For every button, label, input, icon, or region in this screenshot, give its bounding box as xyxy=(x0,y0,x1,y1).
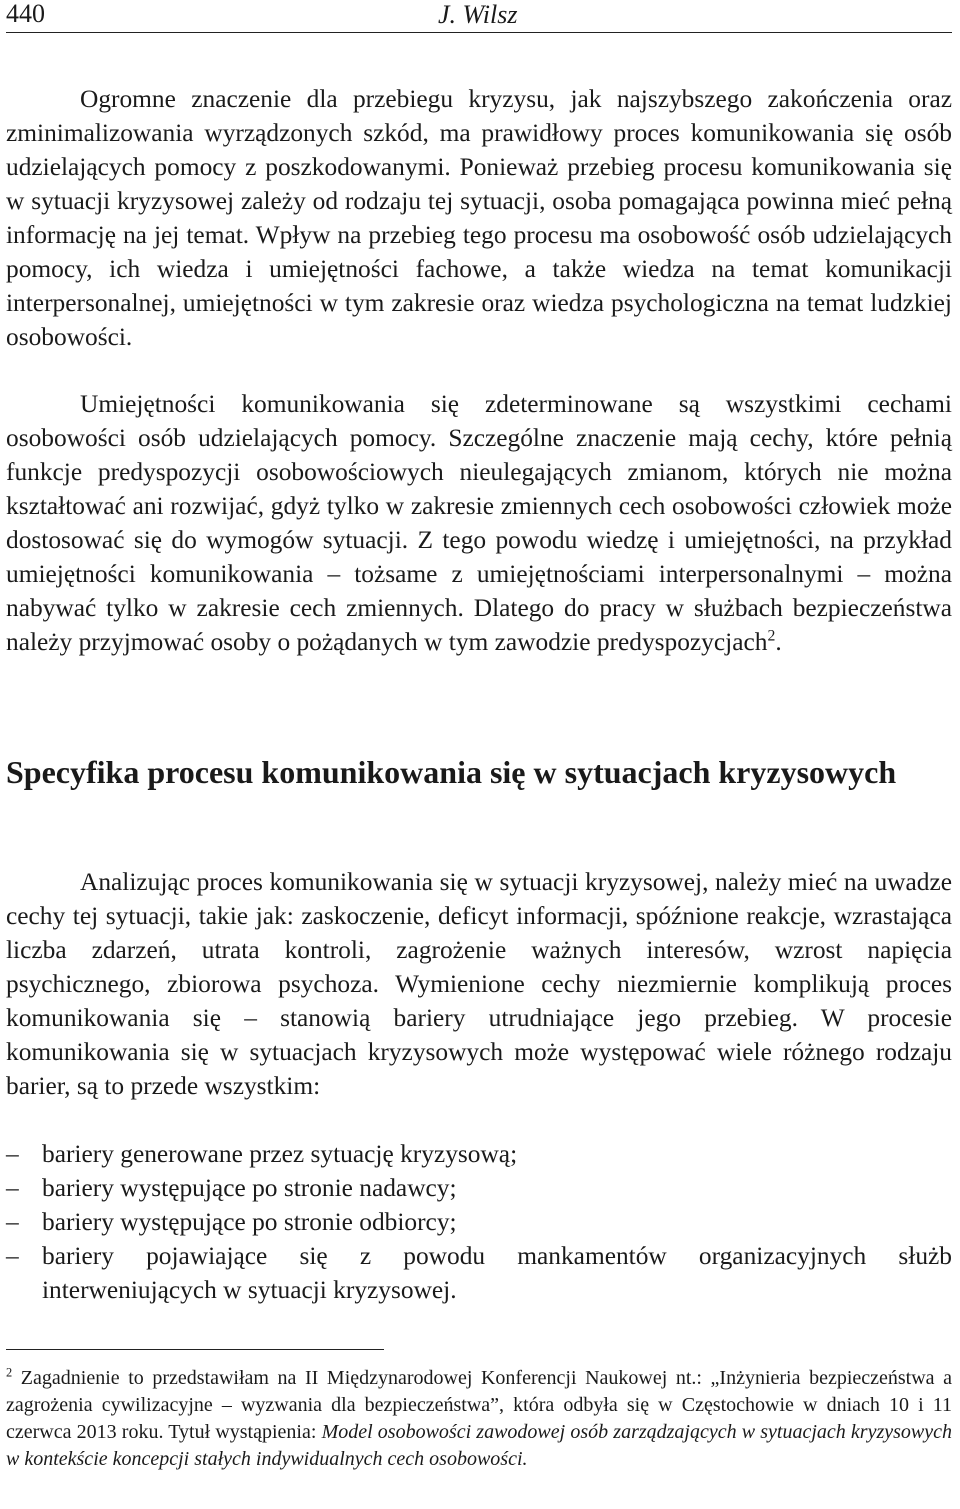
list-dash: – xyxy=(6,1174,19,1202)
list-dash: – xyxy=(6,1208,19,1236)
paragraph-2 xyxy=(6,387,952,659)
running-author: J. Wilsz xyxy=(438,0,518,29)
list-item xyxy=(6,1137,952,1171)
running-header xyxy=(6,0,952,33)
list-item-text: bariery generowane przez sytuację kryzysową; xyxy=(42,1140,518,1168)
list-dash: – xyxy=(6,1140,19,1168)
paragraph-2-end: . xyxy=(775,628,782,656)
footnote-text: Zagadnienie to przedstawiłam na II Międzynarodowej Konferencji Naukowej nt.: „Inżynieria bezpieczeństwa a zagrożenia cywilizacyjne – wyzwania dla bezpieczeństwa”, która odbyła się w Częstochowie w dniach 10 i 11 czerwca 2013 roku. Tytuł wystąpienia: xyxy=(6,1367,953,1443)
list-item xyxy=(6,1171,952,1205)
page-number: 440 xyxy=(6,0,45,28)
list-item-text: bariery występujące po stronie nadawcy; xyxy=(42,1174,457,1202)
barrier-list xyxy=(6,1137,952,1307)
list-item-text: bariery występujące po stronie odbiorcy; xyxy=(42,1208,457,1236)
list-item xyxy=(6,1239,952,1307)
footnote xyxy=(6,1365,952,1473)
list-item xyxy=(6,1205,952,1239)
footnote-separator xyxy=(6,1349,384,1350)
footnote-italic-title: Model osobowości zawodowej osób zarządzających w sytuacjach kryzysowych w kontekście koncepcji stałych indywidualnych cech osobowości. xyxy=(6,1421,952,1470)
paragraph-3: Analizując proces komunikowania się w sytuacji kryzysowej, należy mieć na uwadze cechy tej sytuacji, takie jak: zaskoczenie, deficyt informacji, spóźnione reakcje, wzrastająca liczba zdarzeń, utrata kontroli, zagrożenie ważnych interesów, wzrost napięcia psychicznego, zbiorowa psychoza. Wymienione cechy niezmiernie komplikują proces komunikowania się – stanowią bariery utrudniające jego przebieg. W procesie komunikowania się w sytuacjach kryzysowych może występować wiele różnego rodzaju barier, są to przede wszystkim: xyxy=(6,868,952,1100)
paragraph-1: Ogromne znaczenie dla przebiegu kryzysu, jak najszybszego zakończenia oraz zminimalizowania wyrządzonych szkód, ma prawidłowy proces komunikowania się osób udzielających pomocy z poszkodowanymi. Ponieważ przebieg procesu komunikowania się w sytuacji kryzysowej zależy od rodzaju tej sytuacji, osoba pomagająca powinna mieć pełną informację na jej temat. Wpływ na przebieg tego procesu ma osobowość osób udzielających pomocy, ich wiedza i umiejętności fachowe, a także wiedza na temat komunikacji interpersonalnej, umiejętności w tym zakresie oraz wiedza psychologiczna na temat ludzkiej osobowości. xyxy=(6,85,952,351)
section-heading: Specyfika procesu komunikowania się w sytuacjach kryzysowych xyxy=(6,754,897,790)
paragraph-2-text: Umiejętności komunikowania się zdeterminowane są wszystkimi cechami osobowości osób udzielających pomocy. Szczególne znaczenie mają cechy, które pełnią funkcje predyspozycji osobowościowych nieulegających zmianom, których nie można kształtować ani rozwijać, gdyż tylko w zakresie zmiennych cech osobowości człowiek może dostosować się do wymogów sytuacji. Z tego powodu wiedzę i umiejętności, na przykład umiejętności komunikowania – tożsame z umiejętnościami interpersonalnymi – można nabywać tylko w zakresie cech zmiennych. Dlatego do pracy w służbach bezpieczeństwa należy przyjmować osoby o pożądanych w tym zawodzie predyspozycjach xyxy=(6,390,952,656)
footnote-reference[interactable]: 2 xyxy=(767,627,776,645)
list-dash: – xyxy=(6,1242,19,1270)
list-item-text: bariery pojawiające się z powodu mankamentów organizacyjnych służb interweniujących w sytuacji kryzysowej. xyxy=(42,1242,952,1304)
footnote-number: 2 xyxy=(6,1365,13,1380)
